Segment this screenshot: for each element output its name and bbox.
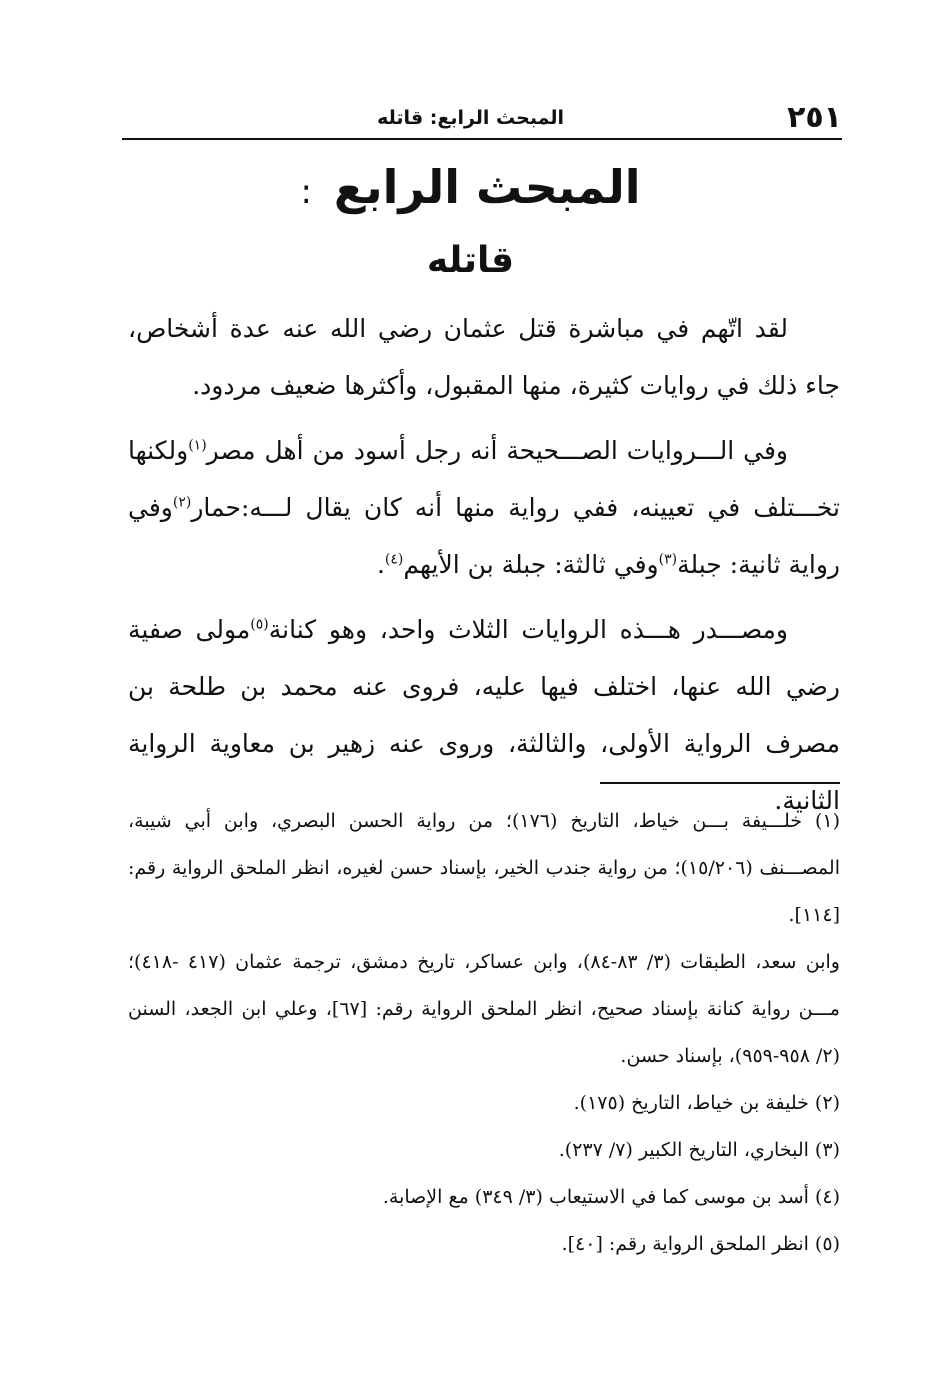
footnote-ref-3[interactable]: (٣) <box>658 551 678 568</box>
page-number: ٢٥١ <box>787 100 842 135</box>
paragraph-2-text-c: وفي رواية ثانية: جبلة <box>128 493 840 579</box>
chapter-title-colon: : <box>300 172 312 212</box>
footnote-5: (٥) انظر الملحق الرواية رقم: [٤٠]. <box>561 1233 840 1255</box>
footnote-1-continued: وابن سعد، الطبقات (٣/ ٨٣-٨٤)، وابن عساكر، تاريخ دمشق، ترجمة عثمان (٤١٧ -٤١٨)؛ مـــن رواية كنانة بإسناد صحيح، انظر الملحق الرواية رقم: [٦٧]، وعلي ابن الجعد، السنن (٢/ ٩٥٨-٩٥٩)، بإسناد حسن. <box>128 951 840 1067</box>
paragraph-3 <box>128 601 840 829</box>
footnotes <box>128 798 840 1268</box>
paragraph-3-text-a: ومصـــدر هـــذه الروايات الثلاث واحد، وهو كنانة <box>268 615 788 644</box>
chapter-title <box>0 160 941 214</box>
chapter-subtitle: قاتله <box>426 240 515 281</box>
footnote-ref-2[interactable]: (٢) <box>172 494 192 511</box>
footnote-2: (٢) خليفة بن خياط، التاريخ (١٧٥). <box>573 1092 840 1114</box>
footnote-3: (٣) البخاري، التاريخ الكبير (٧/ ٢٣٧). <box>558 1139 840 1161</box>
paragraph-1: لقد اتّهم في مباشرة قتل عثمان رضي الله عنه عدة أشخاص، جاء ذلك في روايات كثيرة، منها المقبول، وأكثرها ضعيف مردود. <box>128 314 840 400</box>
paragraph-2-text-d: وفي ثالثة: جبلة بن الأيهم <box>403 550 659 579</box>
running-header <box>122 98 842 140</box>
body-text <box>128 300 840 837</box>
paragraph-2-text-e: . <box>376 550 385 579</box>
running-title: المبحث الرابع: قاتله <box>377 107 564 129</box>
paragraph-2-text-a: وفي الـــروايات الصـــحيحة أنه رجل أسود من أهل مصر <box>206 436 788 465</box>
chapter-title-text: المبحث الرابع <box>333 160 641 214</box>
footnote-ref-5[interactable]: (٥) <box>250 616 269 633</box>
footnote-ref-1[interactable]: (١) <box>188 437 207 454</box>
footnote-ref-4[interactable]: (٤) <box>384 551 404 568</box>
footnote-4: (٤) أسد بن موسى كما في الاستيعاب (٣/ ٣٤٩) مع الإصابة. <box>382 1186 840 1208</box>
paragraph-2-text-b: ولكنها تخـــتلف في تعيينه، ففي رواية منها أنه كان يقال لـــه:حمار <box>128 436 840 522</box>
footnote-1: (١) خلـــيفة بـــن خياط، التاريخ (١٧٦)؛ من رواية الحسن البصري، وابن أبي شيبة، المصـــنف (١٥/٢٠٦)؛ من رواية جندب الخير، بإسناد حسن لغيره، انظر الملحق الرواية رقم: [١١٤]. <box>128 810 840 926</box>
paragraph-3-text-b: مولى صفية رضي الله عنها، اختلف فيها عليه، فروى عنه محمد بن طلحة بن مصرف الرواية الأولى، والثالثة، وروى عنه زهير بن معاوية الرواية الثانية. <box>128 615 840 815</box>
footnote-divider <box>600 782 840 784</box>
paragraph-2 <box>128 422 840 593</box>
